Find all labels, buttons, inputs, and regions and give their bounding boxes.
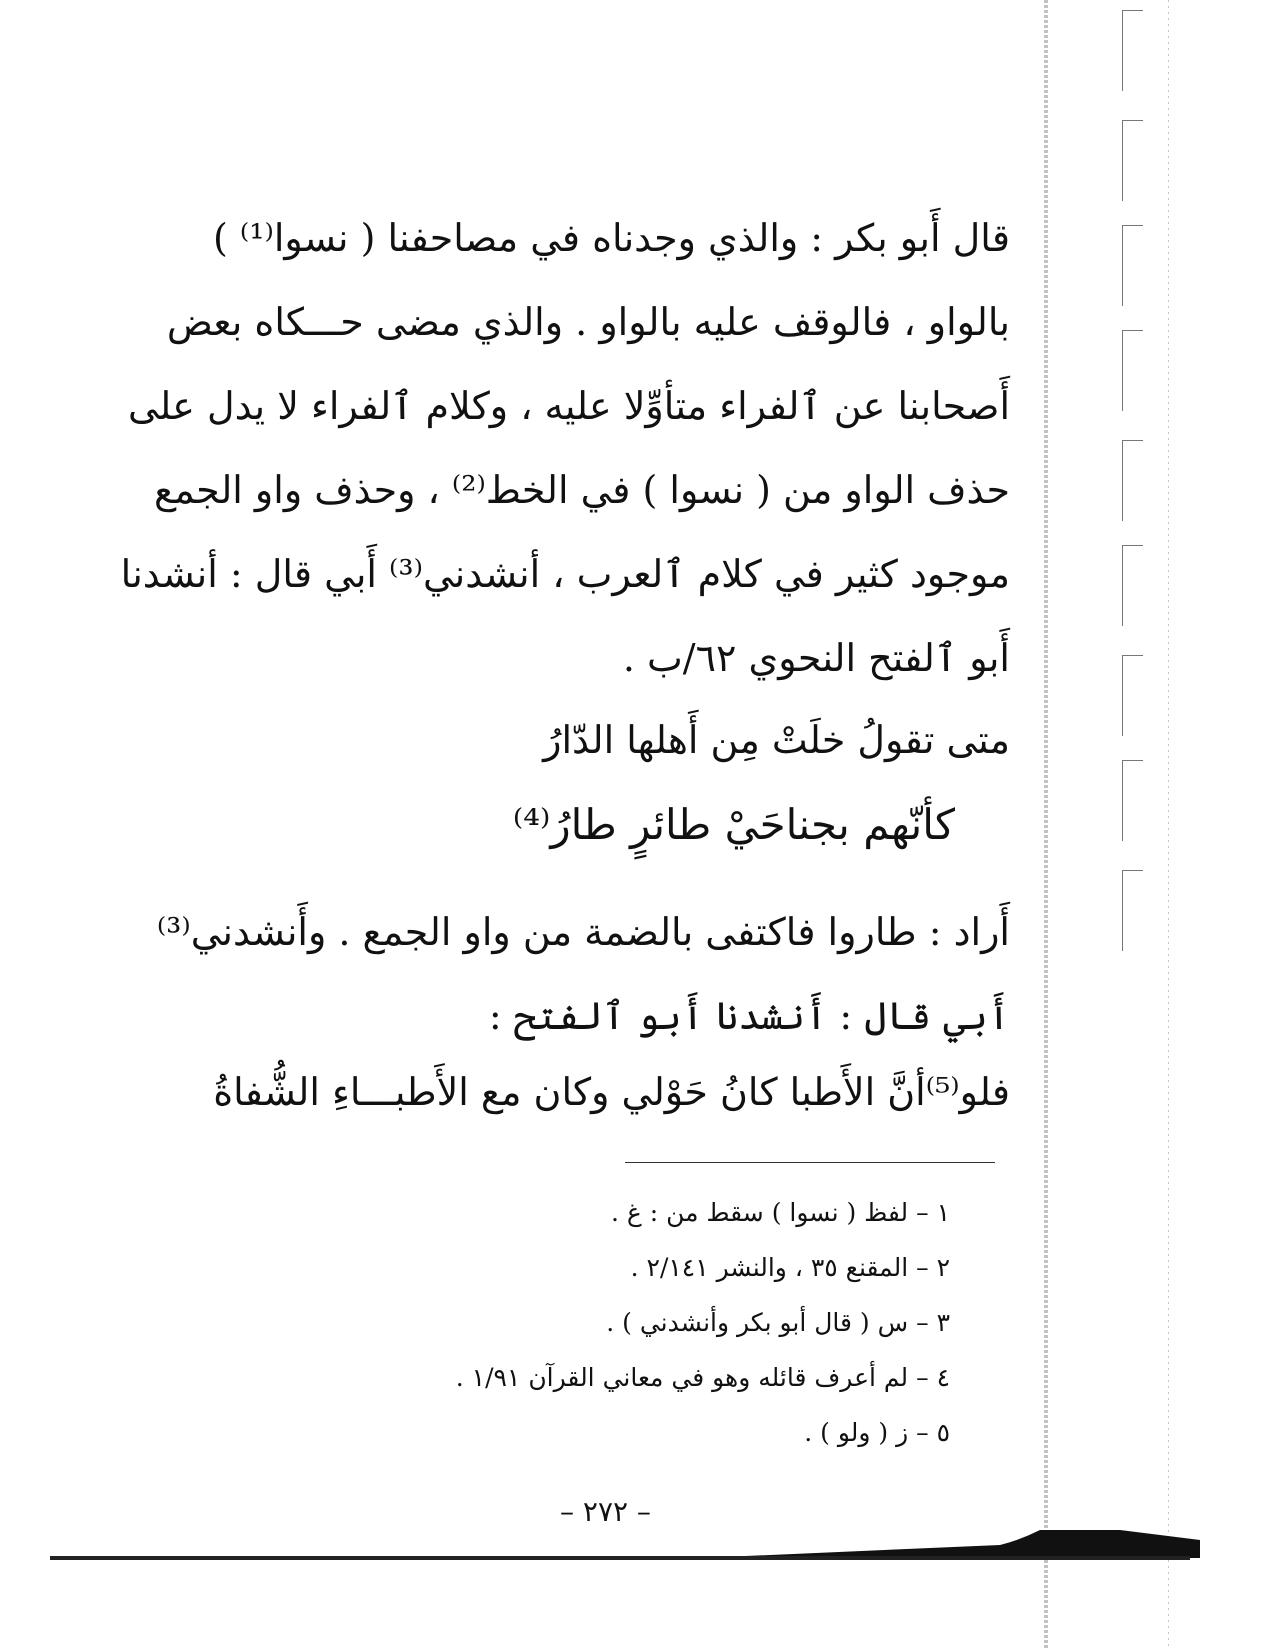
text-line: أَصحابنا عن ٱلفراء متأوِّلا عليه ، وكلام ٱلفراء لا يدل على (127, 384, 1010, 428)
outer-edge-rule (1168, 0, 1169, 1650)
edge-mark (1122, 330, 1143, 411)
edge-mark (1122, 760, 1143, 841)
main-paragraph (120, 196, 1010, 700)
edge-mark (1122, 10, 1143, 91)
explanation-paragraph (156, 890, 1010, 1058)
edge-mark (1122, 440, 1143, 521)
poem-line: فلو⁽⁵⁾أنَّ الأَطبا كانُ حَوْلي وكان مع الأَطبـــاءِ الشُّفاةُ (213, 1070, 1010, 1114)
bottom-scan-line (50, 1548, 1190, 1566)
text-line: حذف الواو من ( نسوا ) في الخط⁽²⁾ ، وحذف واو الجمع (153, 468, 1010, 512)
binding-edge-rule (1044, 0, 1048, 1650)
footnote: ١ – لفظ ( نسوا ) سقط من : غ . (610, 1198, 950, 1227)
footnote: ٤ – لم أعرف قائله وهو في معاني القرآن ١/٩١ . (455, 1363, 950, 1392)
edge-mark (1122, 225, 1143, 306)
footnote: ٥ – ز ( ولو ) . (804, 1418, 950, 1447)
footnotes (430, 1185, 950, 1460)
text-line: موجود كثير في كلام ٱلعرب ، أنشدني⁽³⁾ أَبي قال : أنشدنا (120, 552, 1010, 596)
text-line: أَراد : طاروا فاكتفى بالضمة من واو الجمع . وأَنشدني⁽³⁾ (156, 910, 1010, 954)
verse-line-1: متى تقولُ خلَتْ مِن أَهلها الدّارُ (543, 718, 1010, 762)
text-line: بالواو ، فالوقف عليه بالواو . والذي مضى حـــكاه بعض (166, 300, 1010, 344)
footnote: ٣ – س ( قال أبو بكر وأنشدني ) . (606, 1308, 950, 1337)
edge-mark (1122, 655, 1143, 736)
page-number: – ٢٧٢ – (560, 1495, 651, 1528)
edge-mark (1122, 870, 1143, 951)
edge-mark (1122, 120, 1143, 201)
edge-mark (1122, 545, 1143, 626)
footnote: ٢ – المقنع ٣٥ ، والنشر ٢/١٤١ . (630, 1253, 950, 1282)
footnote-separator (625, 1162, 995, 1163)
text-line: أَبو ٱلفتح النحوي ٦٢/ب . (622, 636, 1010, 680)
text-line: قال أَبو بكر : والذي وجدناه في مصاحفنا ( نسوا⁽¹⁾ ) (213, 216, 1010, 260)
text-line: أَبي قال : أَنشدنا أَبو ٱلفتح : (488, 994, 1010, 1038)
verse-line-2: كأنّهم بجناحَيْ طائرٍ طارُ⁽⁴⁾ (512, 800, 955, 849)
